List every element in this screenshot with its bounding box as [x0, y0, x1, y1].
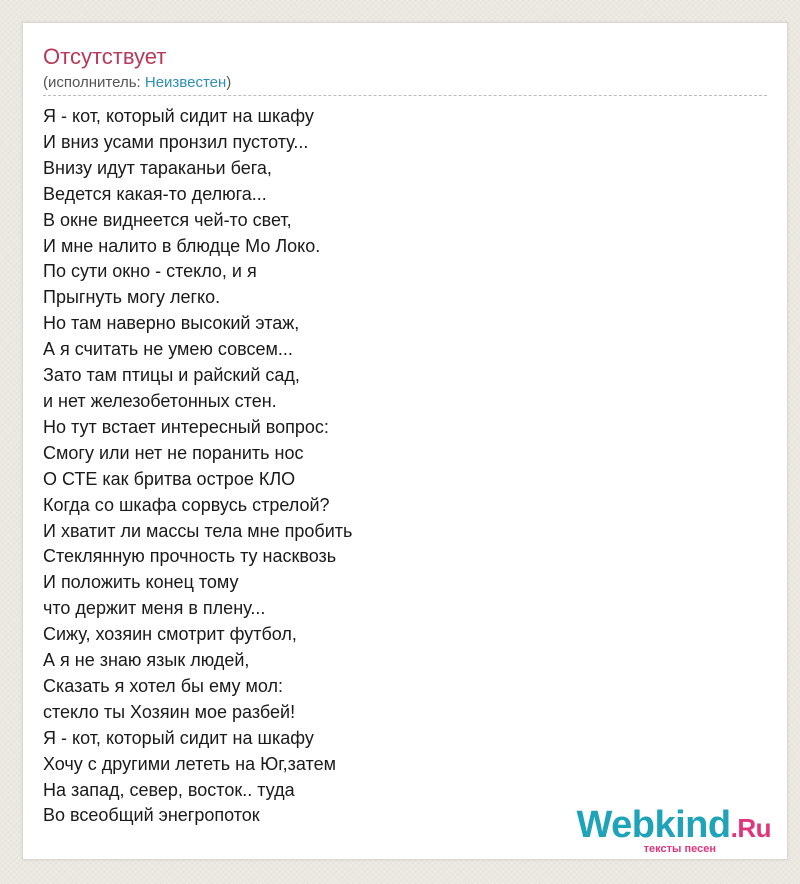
lyric-line: Во всеобщий энегропоток	[43, 805, 260, 826]
lyric-line: И положить конец тому	[43, 572, 239, 593]
lyric-line: Но тут встает интересный вопрос:	[43, 416, 329, 437]
lyric-line: В окне виднеется чей-то свет,	[43, 209, 292, 230]
logo-wordmark	[576, 805, 771, 848]
lyric-line: Прыгнуть могу легко.	[43, 287, 221, 308]
lyric-line: Зато там птицы и райский сад,	[43, 365, 300, 386]
lyric-line: Я - кот, который сидит на шкафу	[43, 727, 314, 748]
artist-line	[43, 73, 767, 96]
lyric-line: Но там наверно высокий этаж,	[43, 313, 300, 334]
artist-link[interactable]: Неизвестен	[144, 74, 227, 91]
lyric-line: Смогу или нет не поранить нос	[43, 442, 304, 463]
lyric-line: По сути окно - стекло, и я	[43, 261, 257, 282]
logo-tagline: тексты песен	[643, 843, 716, 855]
lyrics-card	[22, 22, 788, 860]
artist-prefix: (исполнитель:	[43, 74, 145, 91]
logo-main-text: Webkind	[576, 804, 731, 846]
lyric-line: И мне налито в блюдце Мо Локо.	[43, 235, 321, 256]
lyric-line: А я не знаю язык людей,	[43, 650, 250, 671]
lyric-line: О СТЕ как бритва острое КЛО	[43, 468, 296, 489]
song-title: Отсутствует	[43, 44, 167, 69]
lyric-line: И хватит ли массы тела мне пробить	[43, 520, 353, 541]
webkind-logo[interactable]	[576, 804, 771, 855]
lyric-line: Стеклянную прочность ту насквозь	[43, 546, 337, 567]
lyrics-text	[43, 104, 352, 829]
lyric-line: Хочу с другими лететь на Юг,затем	[43, 753, 336, 774]
lyric-line: Когда со шкафа сорвусь стрелой?	[43, 494, 330, 515]
logo-suffix: .Ru	[730, 813, 771, 843]
lyric-line: Ведется какая-то делюга...	[43, 183, 267, 204]
lyric-line: На запад, север, восток.. туда	[43, 779, 295, 800]
lyric-line: Внизу идут тараканьи бега,	[43, 157, 272, 178]
lyric-line: А я считать не умею совсем...	[43, 339, 293, 360]
lyric-line: И вниз усами пронзил пустоту...	[43, 131, 309, 152]
lyric-line: Я - кот, который сидит на шкафу	[43, 106, 314, 126]
lyric-line: стекло ты Хозяин мое разбей!	[43, 701, 296, 722]
lyric-line: Сказать я хотел бы ему мол:	[43, 675, 284, 696]
artist-suffix: )	[226, 74, 232, 91]
lyric-line: что держит меня в плену...	[43, 598, 266, 619]
lyric-line: Сижу, хозяин смотрит футбол,	[43, 624, 297, 645]
lyric-line: и нет железобетонных стен.	[43, 390, 277, 411]
